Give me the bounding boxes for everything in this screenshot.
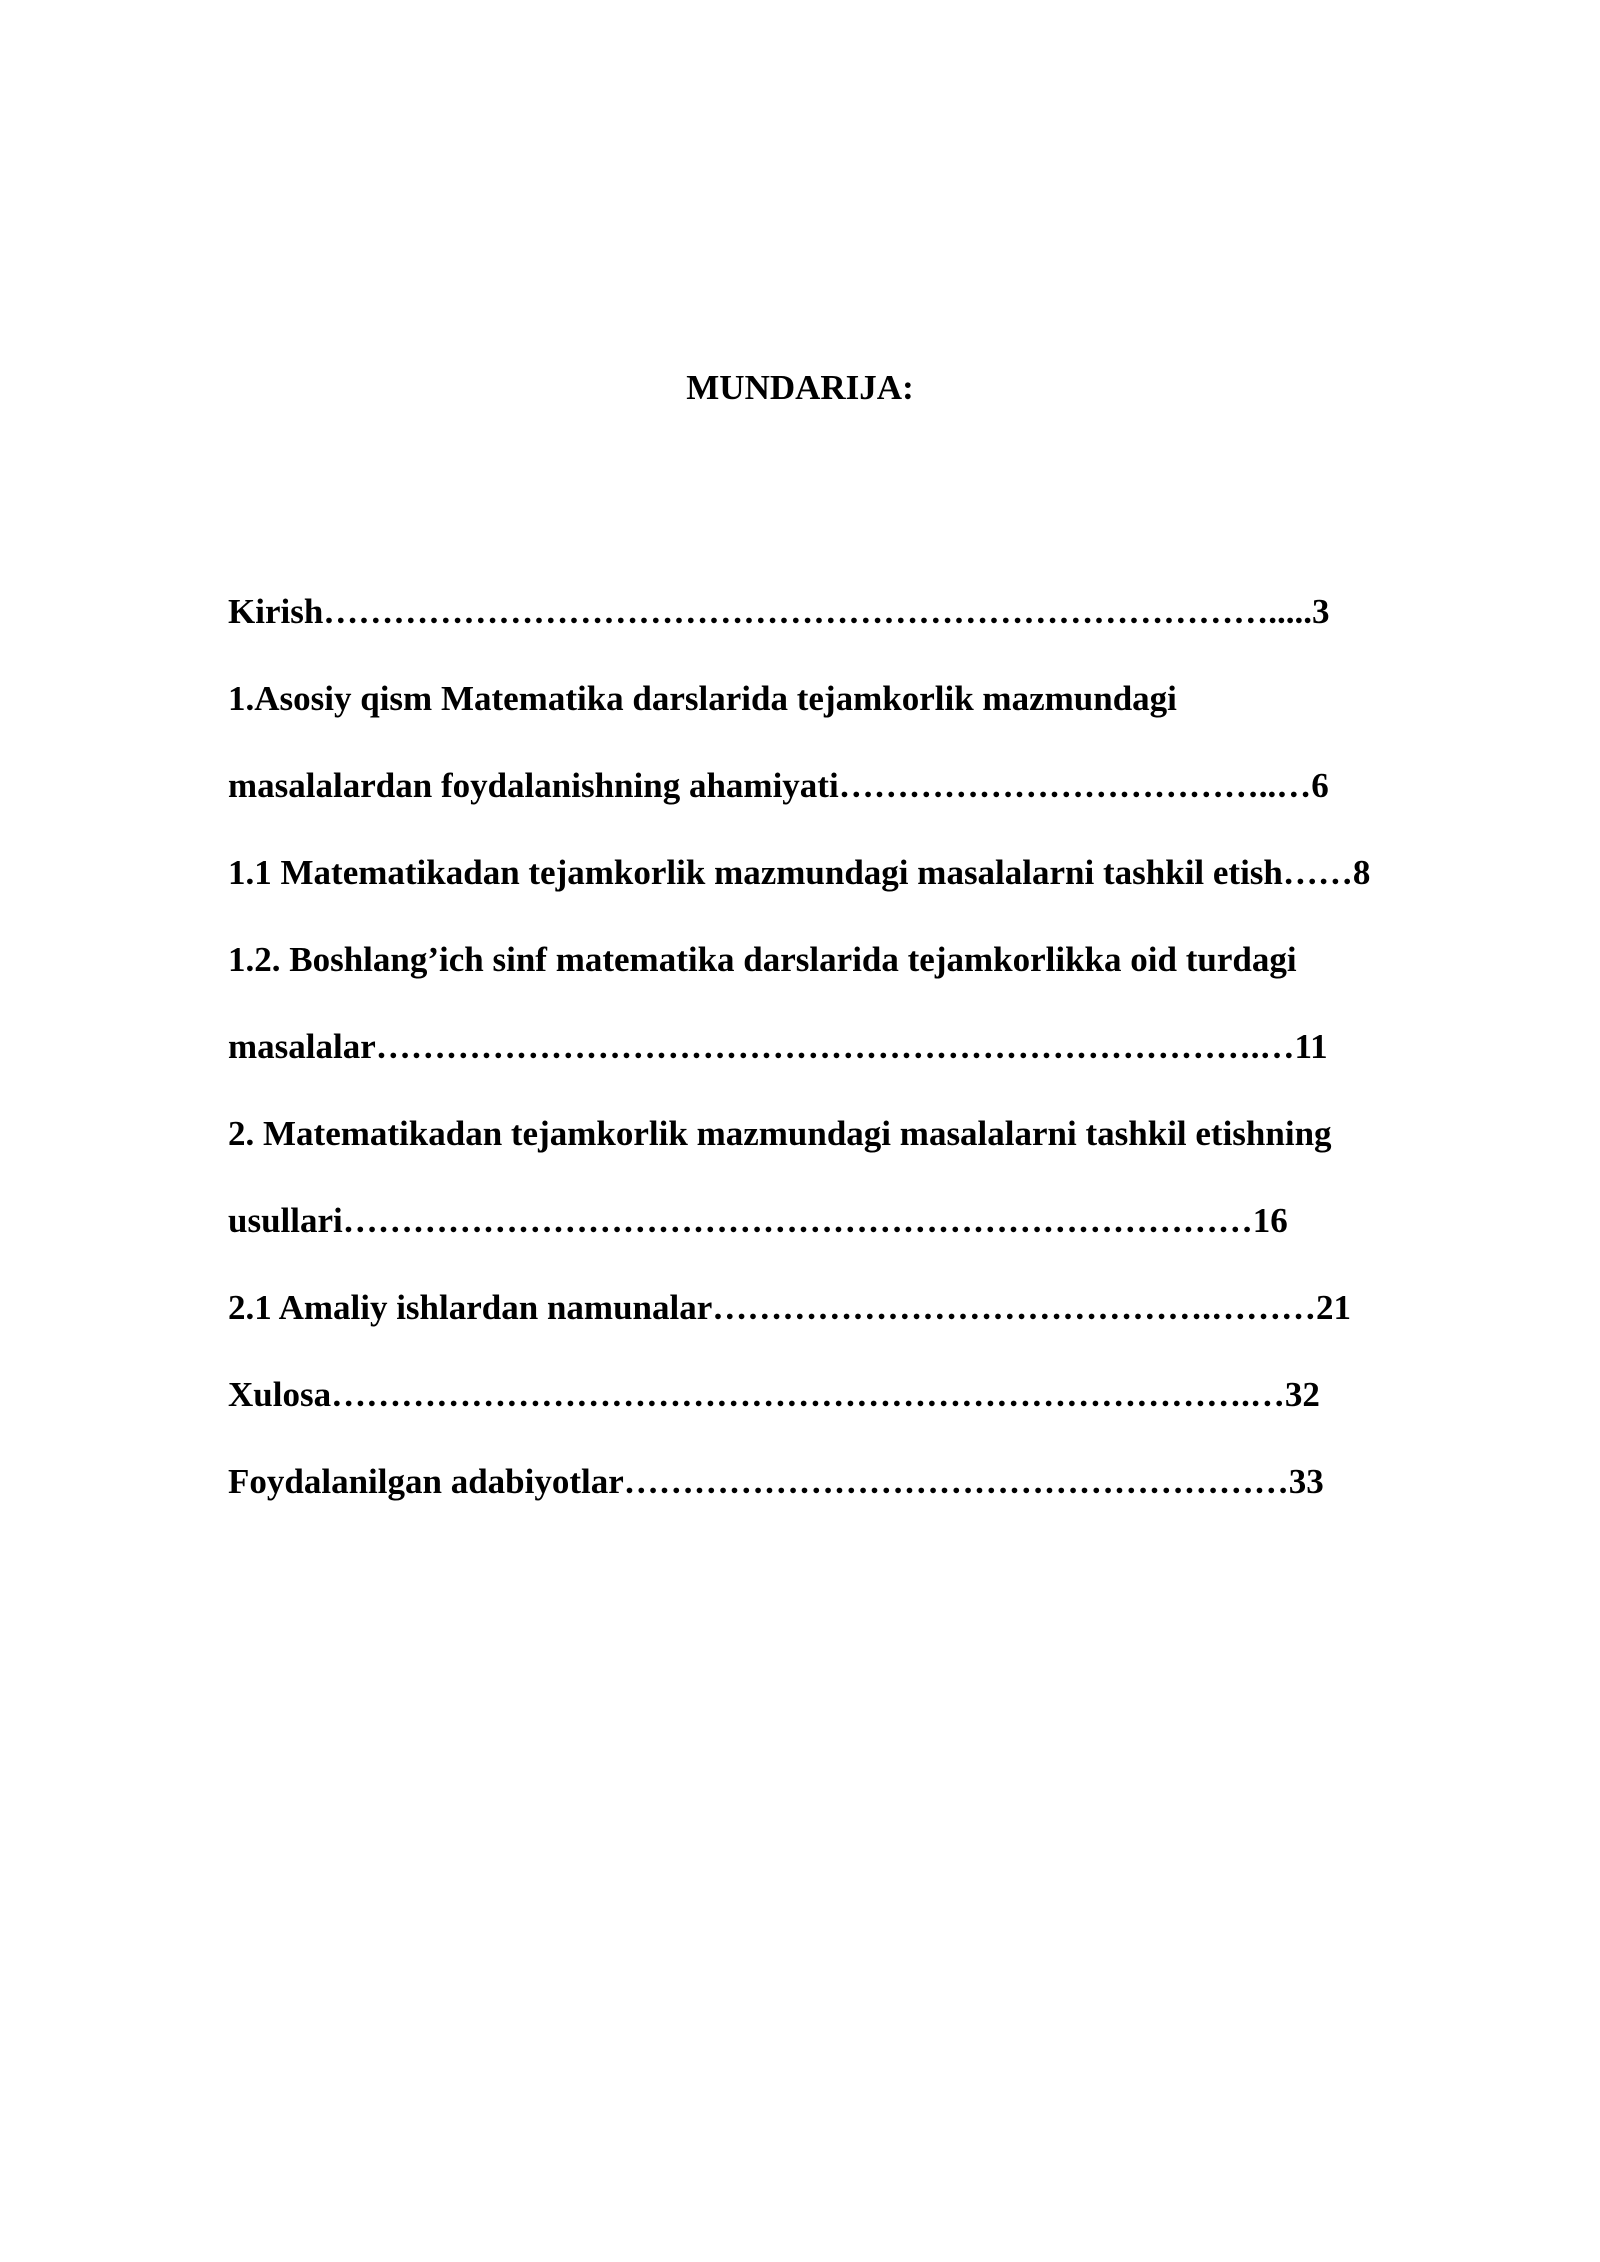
toc-entry-2-line-1: 2. Matematikadan tejamkorlik mazmundagi masalalarni tashkil etishning xyxy=(228,1114,1332,1153)
page-title: MUNDARIJA: xyxy=(686,368,914,407)
toc-entry-1-line-2: masalalardan foydalanishning ahamiyati………………………………..…6 xyxy=(228,766,1329,805)
toc-entry-adabiyotlar: Foydalanilgan adabiyotlar…………………………………………………33 xyxy=(228,1462,1324,1501)
toc-entry-2-line-2: usullari……………………………………………………………………16 xyxy=(228,1201,1288,1240)
toc-entry-1-2-line-1: 1.2. Boshlang’ich sinf matematika darslarida tejamkorlikka oid turdagi xyxy=(228,940,1297,979)
toc-entry-1-2-line-2: masalalar………………………………………………………………….…11 xyxy=(228,1027,1328,1066)
toc-entry-1-line-1: 1.Asosiy qism Matematika darslarida tejamkorlik mazmundagi xyxy=(228,679,1177,718)
toc-entry-kirish: Kirish……………………………………………………………………….....3 xyxy=(228,592,1330,631)
toc-entry-1-1: 1.1 Matematikadan tejamkorlik mazmundagi masalalarni tashkil etish……8 xyxy=(228,853,1371,892)
toc-entry-xulosa: Xulosa…………………………………………………………………….…32 xyxy=(228,1375,1320,1414)
toc-entry-2-1: 2.1 Amaliy ishlardan namunalar…………………………………….………21 xyxy=(228,1288,1352,1327)
